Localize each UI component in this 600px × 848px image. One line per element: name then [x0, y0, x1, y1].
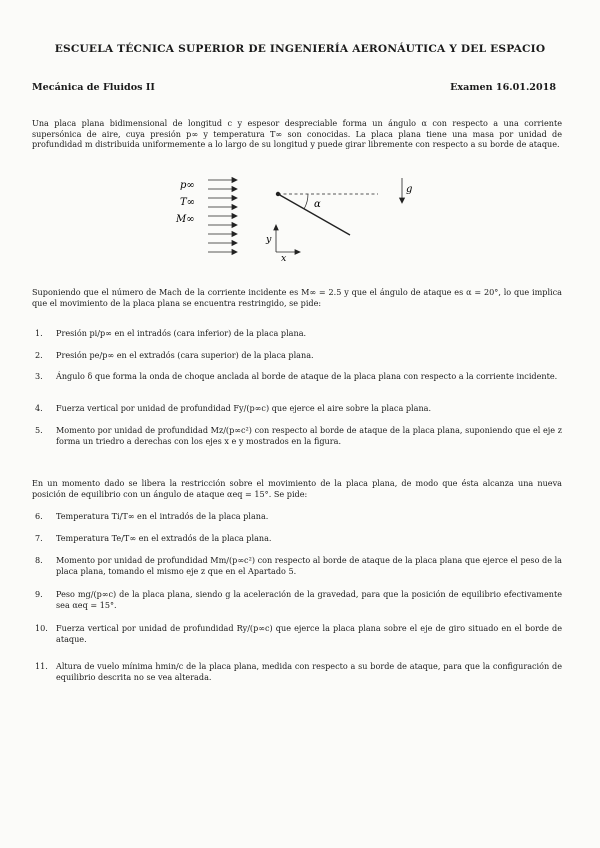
- question-text: Presión pi/p∞ en el intradós (cara inferior) de la placa plana.: [56, 328, 307, 338]
- question-item: [32, 350, 562, 361]
- problem-statement: Una placa plana bidimensional de longitud c y espesor despreciable forma un ángulo α con respecto a una corriente supersónica de aire, cuya presión p∞ y temperatura T∞ son conocidas. La placa plana tiene una masa por unidad de profundidad m distribuida uniformemente a lo largo de su longitud y puede girar libremente con respecto a su borde de ataque.: [32, 118, 562, 150]
- question-number: 11.: [35, 661, 48, 671]
- question-list-8: [32, 555, 562, 576]
- question-text: Presión pe/p∞ en el extradós (cara superior) de la placa plana.: [56, 350, 314, 360]
- question-text: Ángulo δ que forma la onda de choque anclada al borde de ataque de la placa plana con respecto a la corriente incidente.: [56, 371, 558, 381]
- question-number: 8.: [35, 555, 43, 565]
- subject-title: Mecánica de Fluidos II: [32, 82, 155, 93]
- question-text: Peso mg/(p∞c) de la placa plana, siendo g la aceleración de la gravedad, para que la posición de equilibrio efectivamente sea αeq = 15°.: [56, 589, 562, 610]
- question-list-1: [32, 328, 562, 339]
- release-paragraph: En un momento dado se libera la restricción sobre el movimiento de la placa plana, de modo que ésta alcanza una nueva posición de equilibrio con un ángulo de ataque αeq = 15°. Se pide:: [32, 478, 562, 499]
- question-list-9: [32, 589, 562, 610]
- axes-icon: [274, 225, 300, 254]
- question-list-7: [32, 533, 562, 544]
- question-number: 7.: [35, 533, 43, 543]
- question-number: 6.: [35, 511, 43, 521]
- question-text: Fuerza vertical por unidad de profundidad Fy/(p∞c) que ejerce el aire sobre la placa plana.: [56, 403, 432, 413]
- flow-arrows-icon: [208, 178, 237, 255]
- question-list-3: [32, 371, 562, 382]
- question-text: Fuerza vertical por unidad de profundidad Ry/(p∞c) que ejerce la placa plana sobre el eje de giro situado en el borde de ataque.: [56, 623, 562, 644]
- question-number: 1.: [35, 328, 43, 338]
- x-axis-label: x: [281, 253, 287, 262]
- gravity-arrow-icon: [400, 178, 405, 203]
- question-text: Momento por unidad de profundidad Mm/(p∞c²) con respecto al borde de ataque de la placa plana que ejerce el peso de la placa plana, tomando el mismo eje z que en el Apartado 5.: [56, 555, 562, 576]
- question-item: [32, 623, 562, 644]
- question-item: [32, 403, 562, 414]
- question-item: [32, 328, 562, 339]
- question-number: 10.: [35, 623, 48, 633]
- gravity-label: g: [406, 184, 413, 195]
- question-list-5: [32, 425, 562, 446]
- question-list-10: [32, 623, 562, 644]
- school-title: ESCUELA TÉCNICA SUPERIOR DE INGENIERÍA AERONÁUTICA Y DEL ESPACIO: [54, 43, 546, 55]
- question-number: 5.: [35, 425, 43, 435]
- question-item: [32, 661, 562, 682]
- leading-edge-pivot-icon: [276, 192, 280, 196]
- question-item: [32, 371, 562, 382]
- question-text: Altura de vuelo mínima hmin/c de la placa plana, medida con respecto a su borde de ataque, para que la configuración de equilibrio descrita no se vea alterada.: [56, 661, 562, 682]
- question-list-4: [32, 403, 562, 414]
- freestream-temperature-label: T∞: [180, 197, 195, 208]
- question-text: Temperatura Ti/T∞ en el intradós de la placa plana.: [56, 511, 269, 521]
- question-list-11: [32, 661, 562, 682]
- question-number: 2.: [35, 350, 43, 360]
- y-axis-label: y: [266, 234, 272, 245]
- freestream-pressure-label: p∞: [180, 180, 195, 191]
- question-number: 3.: [35, 371, 43, 381]
- question-item: [32, 511, 562, 522]
- question-list-6: [32, 511, 562, 522]
- freestream-mach-label: M∞: [176, 214, 195, 225]
- question-text: Momento por unidad de profundidad Mz/(p∞c²) con respecto al borde de ataque de la placa plana, suponiendo que el eje z forma un triedro a derechas con los ejes x e y mostrados en la figura.: [56, 425, 562, 446]
- alpha-label: α: [314, 199, 321, 210]
- question-item: [32, 425, 562, 446]
- exam-date: Examen 16.01.2018: [450, 82, 556, 93]
- question-number: 4.: [35, 403, 43, 413]
- question-number: 9.: [35, 589, 43, 599]
- flat-plate-figure: [170, 172, 430, 262]
- conditions-paragraph: Suponiendo que el número de Mach de la corriente incidente es M∞ = 2.5 y que el ángulo de ataque es α = 20°, lo que implica que el movimiento de la placa plana se encuentra restringido, se pide:: [32, 287, 562, 308]
- question-text: Temperatura Te/T∞ en el extradós de la placa plana.: [56, 533, 272, 543]
- question-item: [32, 589, 562, 610]
- question-item: [32, 555, 562, 576]
- question-item: [32, 533, 562, 544]
- question-list-2: [32, 350, 562, 361]
- alpha-arc: [304, 194, 308, 209]
